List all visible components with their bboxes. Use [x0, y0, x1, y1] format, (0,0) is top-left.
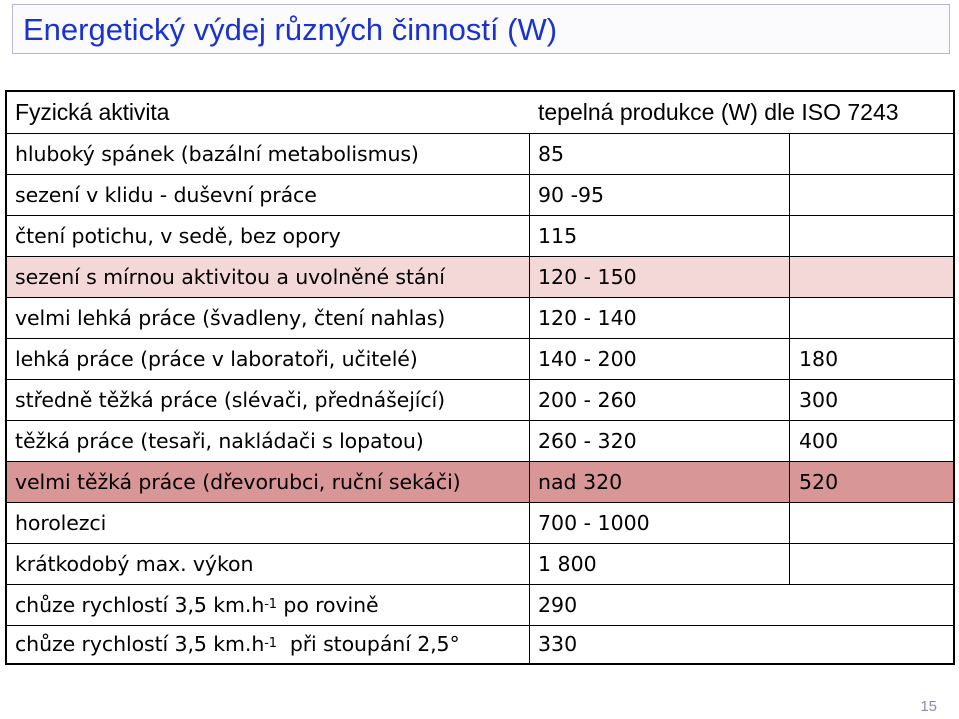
- activity-cell: velmi těžká práce (dřevorubci, ruční sekáči): [15, 469, 461, 494]
- value-cell: [789, 174, 953, 215]
- value-cell: 400: [799, 428, 839, 453]
- range-cell: 290: [538, 592, 578, 617]
- range-cell: 120 - 140: [538, 305, 637, 330]
- table-row: [7, 297, 953, 338]
- table-row: [7, 502, 953, 543]
- activity-cell: středně těžká práce (slévači, přednášející): [15, 387, 446, 412]
- activity-cell: chůze rychlostí 3,5 km.h -1 po rovině: [15, 592, 379, 617]
- value-cell: 520: [799, 469, 839, 494]
- range-cell: 260 - 320: [538, 428, 637, 453]
- range-cell: 140 - 200: [538, 346, 637, 371]
- range-cell: 700 - 1000: [538, 510, 650, 535]
- value-cell: [789, 133, 953, 174]
- row-divider: [7, 215, 953, 216]
- energy-table: [5, 90, 955, 665]
- table-row: [7, 584, 953, 625]
- header-production: tepelná produkce (W) dle ISO 7243: [538, 99, 899, 125]
- value-cell: 300: [799, 387, 839, 412]
- row-divider: [7, 420, 953, 421]
- activity-cell: čtení potichu, v sedě, bez opory: [15, 223, 341, 248]
- activity-cell: hluboký spánek (bazální metabolismus): [15, 141, 419, 166]
- activity-cell: lehká práce (práce v laboratoři, učitelé): [15, 346, 418, 371]
- range-cell: 90 -95: [538, 182, 605, 207]
- table-row: [7, 379, 953, 420]
- table-header-row: [7, 92, 953, 133]
- row-divider: [7, 502, 953, 503]
- column-divider: [529, 133, 530, 663]
- table-row: [7, 133, 953, 174]
- activity-text: chůze rychlostí 3,5 km.h: [15, 632, 265, 656]
- range-cell: 1 800: [538, 551, 597, 576]
- row-divider: [7, 543, 953, 544]
- activity-cell: velmi lehká práce (švadleny, čtení nahlas): [15, 305, 446, 330]
- table-row: [7, 625, 953, 663]
- value-cell: 180: [799, 346, 839, 371]
- activity-cell: horolezci: [15, 510, 107, 535]
- row-divider: [7, 133, 953, 134]
- activity-text: při stoupání 2,5°: [276, 632, 460, 656]
- title-box: [12, 4, 950, 54]
- row-divider: [7, 256, 953, 257]
- table-row: [7, 338, 953, 379]
- row-divider: [7, 461, 953, 462]
- range-cell: 120 - 150: [538, 264, 637, 289]
- table-row: [7, 420, 953, 461]
- range-cell: 200 - 260: [538, 387, 637, 412]
- row-divider: [7, 174, 953, 175]
- activity-cell: krátkodobý max. výkon: [15, 551, 254, 576]
- activity-text: po rovině: [276, 592, 379, 617]
- row-divider: [7, 584, 953, 585]
- row-divider: [7, 625, 953, 626]
- table-row: [7, 256, 953, 297]
- value-cell: [789, 215, 953, 256]
- range-cell: 330: [538, 632, 578, 656]
- column-divider: [789, 133, 790, 584]
- page-title: Energetický výdej různých činností (W): [23, 12, 558, 47]
- value-cell: [789, 543, 953, 584]
- table-row: [7, 543, 953, 584]
- table-row: [7, 174, 953, 215]
- range-cell: 85: [538, 141, 565, 166]
- table-row: [7, 215, 953, 256]
- activity-cell: těžká práce (tesaři, nakládači s lopatou): [15, 428, 424, 453]
- value-cell: [789, 256, 953, 297]
- activity-cell: sezení s mírnou aktivitou a uvolněné stání: [15, 264, 445, 289]
- row-divider: [7, 297, 953, 298]
- header-activity: Fyzická aktivita: [15, 99, 170, 125]
- row-divider: [7, 338, 953, 339]
- value-cell: [789, 502, 953, 543]
- activity-cell: chůze rychlostí 3,5 km.h -1 při stoupání 2,5°: [15, 632, 460, 656]
- range-cell: 115: [538, 223, 578, 248]
- table-row: [7, 461, 953, 502]
- value-cell: [789, 297, 953, 338]
- row-divider: [7, 379, 953, 380]
- range-cell: nad 320: [538, 469, 623, 494]
- activity-cell: sezení v klidu - duševní práce: [15, 182, 317, 207]
- activity-text: chůze rychlostí 3,5 km.h: [15, 592, 265, 617]
- page-number: 15: [920, 698, 937, 715]
